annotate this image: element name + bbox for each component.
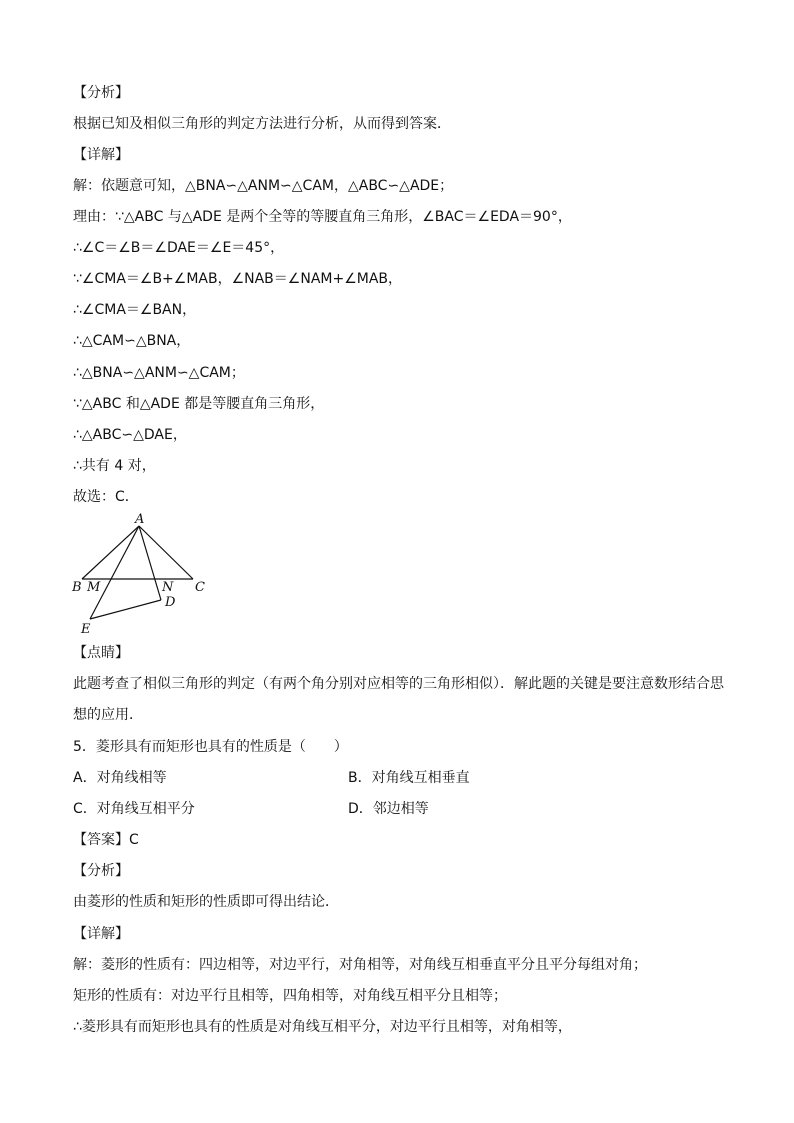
q5-detail-line-1: 解：菱形的性质有：四边相等，对边平行，对角相等，对角线互相垂直平分且平分每组对角； bbox=[73, 957, 647, 973]
label-E: E bbox=[81, 622, 91, 637]
q4-detail-line-4: ∵∠CMA＝∠B+∠MAB，∠NAB＝∠NAM+∠MAB， bbox=[73, 271, 403, 287]
q4-comment-text: 此题考查了相似三角形的判定（有两个角分别对应相等的三角形相似）．解此题的关键是要注意数形结合思想的应用． bbox=[73, 676, 724, 723]
q4-detail-line-2: 理由：∵△ABC 与△ADE 是两个全等的等腰直角三角形，∠BAC＝∠EDA＝90°， bbox=[73, 209, 572, 225]
label-D: D bbox=[165, 595, 176, 610]
label-M: M bbox=[87, 580, 101, 595]
triangle-figure bbox=[66, 510, 216, 640]
segment-AB bbox=[82, 526, 139, 579]
q5-question: 5．菱形具有而矩形也具有的性质是（ ） bbox=[73, 739, 348, 755]
comment-heading: 【点睛】 bbox=[73, 645, 129, 661]
q5-option-d: D．邻边相等 bbox=[348, 801, 429, 817]
q5-detail-line-2: 矩形的性质有：对边平行且相等，四角相等，对角线互相平分且相等； bbox=[73, 988, 507, 1004]
q4-detail-line-3: ∴∠C＝∠B＝∠DAE＝∠E＝45°， bbox=[73, 240, 285, 256]
q4-detail-line-7: ∴△BNA∽△ANM∽△CAM； bbox=[73, 365, 245, 381]
answer-heading: 【答案】 bbox=[73, 832, 129, 848]
label-B: B bbox=[72, 580, 82, 595]
detail-heading: 【详解】 bbox=[73, 147, 129, 163]
q5-detail-heading: 【详解】 bbox=[73, 926, 129, 942]
q5-detail-line-3: ∴菱形具有而矩形也具有的性质是对角线互相平分，对边平行且相等，对角相等， bbox=[73, 1019, 572, 1035]
label-A: A bbox=[135, 512, 145, 527]
q4-analysis-text: 根据已知及相似三角形的判定方法进行分析，从而得到答案． bbox=[73, 116, 451, 132]
q4-detail-line-9: ∴△ABC∽△DAE， bbox=[73, 427, 187, 443]
label-N: N bbox=[162, 580, 174, 595]
q4-detail-line-5: ∴∠CMA＝∠BAN， bbox=[73, 302, 197, 318]
q4-detail-line-1: 解：依题意可知，△BNA∽△ANM∽△CAM，△ABC∽△ADE； bbox=[73, 178, 454, 194]
q5-analysis-heading: 【分析】 bbox=[73, 863, 129, 879]
q5-option-c: C．对角线互相平分 bbox=[73, 801, 195, 817]
q5-answer-line bbox=[73, 831, 139, 849]
analysis-heading: 【分析】 bbox=[73, 85, 129, 101]
q5-analysis-text: 由菱形的性质和矩形的性质即可得出结论． bbox=[73, 894, 339, 910]
q4-detail-line-8: ∵△ABC 和△ADE 都是等腰直角三角形， bbox=[73, 396, 325, 412]
segment-DE bbox=[90, 600, 161, 619]
segment-AE bbox=[90, 526, 139, 619]
q5-option-b: B．对角线互相垂直 bbox=[348, 770, 470, 786]
q4-detail-line-6: ∴△CAM∽△BNA， bbox=[73, 333, 191, 349]
q5-option-a: A．对角线相等 bbox=[73, 770, 167, 786]
q5-answer-value: C bbox=[129, 832, 139, 848]
q4-detail-line-10: ∴共有 4 对， bbox=[73, 458, 156, 474]
label-C: C bbox=[195, 580, 205, 595]
q4-detail-line-11: 故选：C． bbox=[73, 489, 139, 505]
